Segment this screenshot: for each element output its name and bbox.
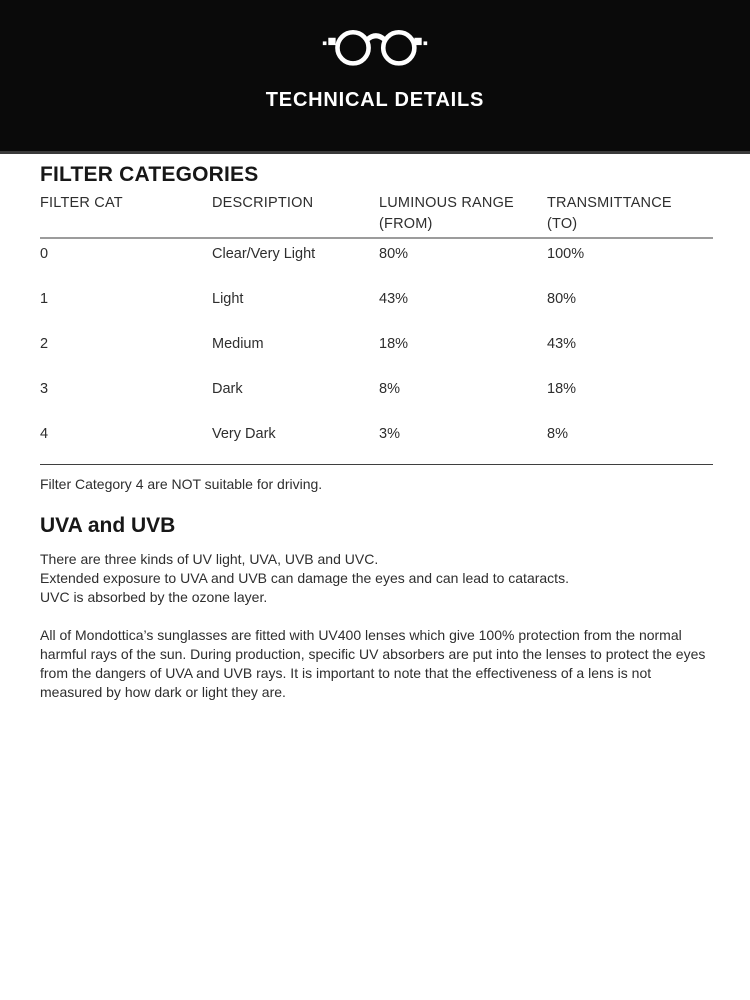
column-header-transmittance: TRANSMITTANCE (TO) <box>547 195 672 232</box>
table-row <box>40 239 713 284</box>
page-content <box>0 163 750 702</box>
cell-to: 18% <box>547 381 577 397</box>
uv-paragraph: All of Mondottica’s sunglasses are fitted with UV400 lenses which give 100% protection from the normal harmful rays of the sun. During production, specific UV absorbers are put into the lenses to protect the eyes from the dangers of UVA and UVB rays. It is important to note that the effectiveness of a lens is not measured by how dark or light they are. <box>40 627 706 700</box>
uv-line: There are three kinds of UV light, UVA, UVB and UVC. <box>40 551 379 567</box>
uv-intro-lines <box>40 550 713 607</box>
page-title: TECHNICAL DETAILS <box>265 89 485 111</box>
uv-line: UVC is absorbed by the ozone layer. <box>40 589 268 605</box>
cell-description: Light <box>212 291 244 307</box>
table-footnote: Filter Category 4 are NOT suitable for driving. <box>40 476 323 492</box>
cell-to: 43% <box>547 336 577 352</box>
column-header-description: DESCRIPTION <box>212 195 314 211</box>
uva-uvb-heading: UVA and UVB <box>40 514 176 537</box>
cell-from: 43% <box>379 291 409 307</box>
table-row <box>40 329 713 374</box>
table-bottom-rule <box>40 464 713 465</box>
table-row <box>40 284 713 329</box>
table-header-row <box>40 193 713 237</box>
cell-from: 8% <box>379 381 400 397</box>
header-banner <box>0 0 750 154</box>
cell-description: Dark <box>212 381 243 397</box>
cell-filter-cat: 3 <box>40 381 49 397</box>
table-row <box>40 419 713 464</box>
cell-description: Clear/Very Light <box>212 246 316 262</box>
cell-from: 3% <box>379 426 400 442</box>
cell-from: 80% <box>379 246 409 262</box>
uv-line: Extended exposure to UVA and UVB can damage the eyes and can lead to cataracts. <box>40 570 569 586</box>
column-header-luminous-range: LUMINOUS RANGE (FROM) <box>379 195 514 232</box>
table-row <box>40 374 713 419</box>
cell-description: Very Dark <box>212 426 276 442</box>
cell-description: Medium <box>212 336 264 352</box>
cell-to: 8% <box>547 426 568 442</box>
cell-filter-cat: 4 <box>40 426 49 442</box>
cell-filter-cat: 0 <box>40 246 49 262</box>
cell-from: 18% <box>379 336 409 352</box>
cell-filter-cat: 2 <box>40 336 49 352</box>
cell-to: 100% <box>547 246 585 262</box>
column-header-filter-cat: FILTER CAT <box>40 195 123 211</box>
glasses-icon <box>310 24 440 68</box>
cell-to: 80% <box>547 291 577 307</box>
filter-categories-heading: FILTER CATEGORIES <box>40 163 259 186</box>
filter-categories-table <box>40 193 713 465</box>
cell-filter-cat: 1 <box>40 291 49 307</box>
